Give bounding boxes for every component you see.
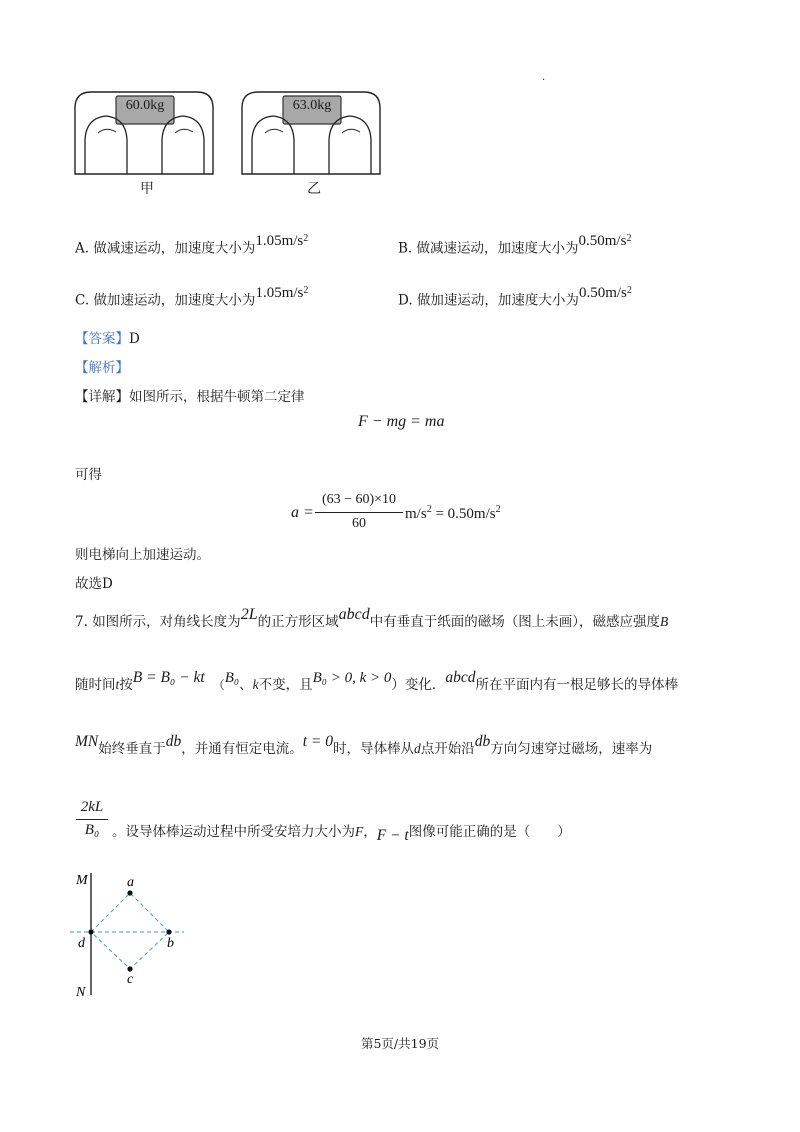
q7-text: 图像可能正确的是（ ） [408, 824, 571, 840]
q7-text: 不变，且 [258, 677, 313, 693]
option-c [75, 284, 309, 310]
q7-frac-den: B₀ [84, 822, 100, 838]
option-d [398, 284, 632, 310]
analysis-tag: 【解析】 [75, 360, 129, 376]
option-letter: C. [75, 292, 90, 309]
point-b [166, 929, 171, 934]
q7-text: 随时间 [75, 677, 116, 693]
point-a [127, 890, 132, 895]
scale-left-label: 甲 [140, 181, 154, 197]
eq2-unit: m/s [405, 506, 427, 522]
option-letter: A. [75, 240, 90, 257]
option-letter: D. [398, 292, 413, 309]
detail-text: 如图所示，根据牛顿第二定律 [129, 389, 305, 405]
label-c: c [127, 972, 134, 987]
square-abcd [91, 893, 169, 969]
detail-tag: 【详解】 [75, 389, 129, 405]
page-footer: 第5页/共19页 [360, 1036, 440, 1051]
answer-value: D [129, 331, 140, 347]
q7-text: 时，导体棒从 [333, 741, 415, 757]
q7-text: 如图所示，对角线长度为 [92, 614, 241, 630]
option-a [75, 232, 309, 258]
q7-math: B = B₀ − kt [132, 669, 205, 686]
q7-line3 [75, 733, 653, 758]
conclusion-text: 则电梯向上加速运动。 [75, 547, 210, 563]
answer-line [75, 330, 140, 348]
option-sup: 2 [303, 233, 309, 244]
q7-line4 [112, 823, 571, 844]
eq2-result: = 0.50m/s [435, 506, 496, 522]
square-diagram [60, 860, 210, 1005]
q7-text: 点开始沿 [420, 741, 475, 757]
q7-text: 所在平面内有一根足够长的导体棒 [475, 677, 679, 693]
point-d [88, 929, 93, 934]
q7-math: t = 0 [302, 733, 334, 750]
q7-math: B₀ > 0, k > 0 [312, 670, 392, 686]
q7-line1 [75, 606, 669, 631]
q7-math: k [252, 677, 259, 692]
option-text: 做减速运动，加速度大小为 [416, 240, 579, 257]
q7-math: B [659, 614, 669, 629]
eq2-numerator: (63 − 60)×10 [321, 492, 397, 507]
eq2-lhs: a = [291, 504, 314, 521]
detail-line [75, 388, 305, 406]
q7-text: 、 [239, 677, 253, 693]
scale-right-label: 乙 [307, 181, 321, 197]
q7-math: db [165, 733, 182, 750]
q7-math: F [355, 824, 364, 839]
label-d: d [78, 936, 85, 951]
q7-frac-bar [76, 819, 108, 820]
q7-text: ，并通有恒定电流。 [181, 741, 303, 757]
answer-tag: 【答案】 [75, 331, 129, 347]
q7-text: ， [363, 824, 377, 840]
eq2-result-sup: 2 [495, 504, 501, 515]
label-a: a [127, 875, 134, 890]
q7-math: abcd [338, 606, 370, 623]
kede-text: 可得 [75, 467, 102, 483]
option-sup: 2 [303, 285, 309, 296]
option-value: 1.05m/s [255, 232, 304, 249]
eq2-denominator: 60 [352, 516, 366, 531]
corner-mark: . [542, 72, 546, 83]
label-b: b [167, 936, 174, 951]
eq2-rhs [405, 504, 501, 523]
q7-number: 7. [75, 614, 88, 630]
q7-text: （ [212, 678, 225, 692]
option-letter: B. [398, 240, 413, 257]
option-text: 做加速运动，加速度大小为 [93, 292, 256, 309]
q7-text: 方向匀速穿过磁场，速率为 [490, 741, 653, 757]
option-b [398, 232, 632, 258]
eq2-unit-sup: 2 [426, 504, 432, 515]
q7-line2 [75, 669, 679, 694]
q7-math: MN [75, 733, 99, 750]
eq2-fraction-bar [315, 512, 403, 513]
q7-math: d [414, 741, 421, 756]
q7-text: 按 [119, 677, 133, 693]
option-value: 0.50m/s [578, 284, 627, 301]
q7-text: ）变化． [391, 677, 446, 693]
scale-left-reading: 60.0kg [125, 98, 165, 113]
label-n: N [76, 985, 86, 1000]
q7-text: 中有垂直于纸面的磁场（图上未画），磁感应强度 [369, 614, 660, 630]
option-value: 0.50m/s [578, 232, 627, 249]
equation-newton: F − mg = ma [358, 413, 445, 430]
q7-text: 的正方形区域 [257, 614, 339, 630]
option-text: 做加速运动，加速度大小为 [416, 292, 579, 309]
option-sup: 2 [626, 285, 632, 296]
q7-frac-num: 2kL [80, 799, 104, 815]
option-value: 1.05m/s [255, 284, 304, 301]
q7-math: 2L [240, 606, 258, 623]
choice-text: 故选D [75, 576, 113, 592]
q7-math: B₀ [224, 670, 240, 686]
label-m: M [76, 873, 88, 888]
point-c [127, 966, 132, 971]
q7-math: abcd [445, 669, 476, 686]
q7-math: db [474, 733, 491, 750]
q7-text: 始终垂直于 [98, 741, 166, 757]
scale-right-reading: 63.0kg [292, 98, 332, 113]
q7-math: F − t [376, 827, 409, 844]
option-text: 做减速运动，加速度大小为 [93, 240, 256, 257]
option-sup: 2 [626, 233, 632, 244]
q7-math: t [115, 677, 120, 692]
q7-text: 。设导体棒运动过程中所受安培力大小为 [112, 824, 355, 840]
